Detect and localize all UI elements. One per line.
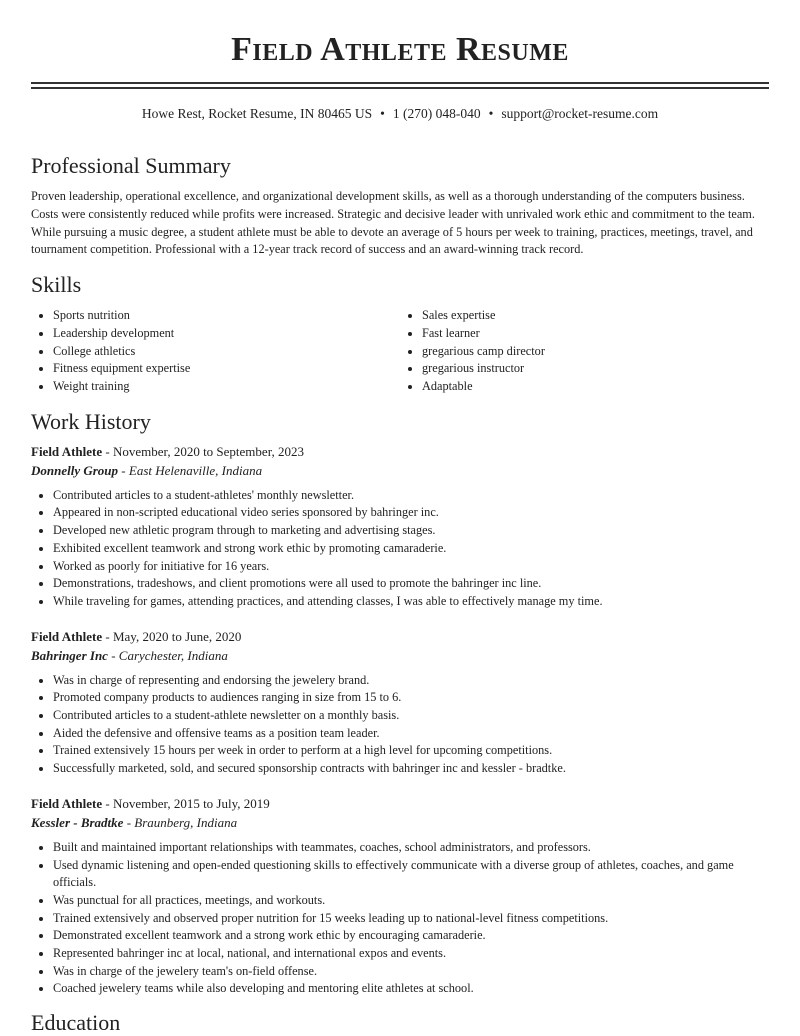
skill-item: • Sports nutrition: [53, 307, 400, 325]
job-title: Field Athlete: [31, 443, 103, 459]
work-history-heading: Work History: [31, 408, 151, 434]
job-bullet: • Contributed articles to a student-athlete newsletter on a monthly basis.: [53, 707, 769, 725]
job-bullet: • Successfully marketed, sold, and secured sponsorship contracts with bahringer inc and kessler - bradtke.: [53, 760, 769, 778]
job-entry: [31, 794, 769, 998]
job-entry: [31, 442, 769, 611]
summary-heading: Professional Summary: [31, 153, 231, 178]
separator-dot: •: [488, 106, 494, 121]
summary-text: Proven leadership, operational excellence, and organizational development skills, as well as a thorough understanding of the computers business. Costs were consistently reduced while profits were increased. Strategic and decisive leader with unrivaled work ethic and commitment to the team. While pursuing a music degree, a student athlete must be able to devote an average of 5 hours per week to training, practices, meetings, travel, and tournament competition. Professional with a 12-year track record of success and an award-winning track record.: [31, 189, 755, 257]
job-company-line: [31, 646, 769, 665]
job-bullet: • Was in charge of the jewelery team's on-field offense.: [53, 963, 769, 981]
job-bullet: • Was in charge of representing and endorsing the jewelery brand.: [53, 672, 769, 690]
job-bullet: • Built and maintained important relationships with teammates, coaches, school administrators, and professors.: [53, 839, 769, 857]
education-heading: Education: [31, 1010, 121, 1036]
job-bullet: • Represented bahringer inc at local, national, and international expos and events.: [53, 945, 769, 963]
job-location: - East Helenaville, Indiana: [118, 462, 263, 478]
job-entry: [31, 627, 769, 778]
job-header: [31, 442, 769, 461]
job-bullet: • Developed new athletic program through to marketing and advertising stages.: [53, 522, 769, 540]
skill-item: • Adaptable: [422, 378, 769, 396]
job-location: - Carychester, Indiana: [107, 647, 228, 663]
skill-item: • Sales expertise: [422, 307, 769, 325]
job-bullet: • Aided the defensive and offensive teams as a position team leader.: [53, 725, 769, 743]
skill-item: • Weight training: [53, 378, 400, 396]
skills-left-column: [31, 307, 400, 396]
job-title: Field Athlete: [31, 795, 103, 811]
skill-item: • College athletics: [53, 343, 400, 361]
job-company: Donnelly Group: [31, 462, 119, 478]
job-dates: - November, 2020 to September, 2023: [102, 443, 305, 459]
job-bullet: • Worked as poorly for initiative for 16 years.: [53, 558, 769, 576]
job-bullet: • Used dynamic listening and open-ended questioning skills to effectively communicate with a diverse group of athletes, coaches, and game officials.: [53, 857, 769, 892]
title-divider: [31, 82, 769, 89]
separator-dot: •: [380, 106, 385, 121]
job-bullet: • Contributed articles to a student-athletes' monthly newsletter.: [53, 487, 769, 505]
job-dates: - November, 2015 to July, 2019: [102, 795, 270, 811]
job-bullet: • Promoted company products to audiences ranging in size from 15 to 6.: [53, 689, 769, 707]
job-dates: - May, 2020 to June, 2020: [102, 628, 242, 644]
job-company: Bahringer Inc: [31, 647, 108, 663]
contact-phone: 1 (270) 048-040: [392, 106, 481, 121]
job-header: [31, 794, 769, 813]
resume-page: [31, 0, 769, 1036]
job-bullet: • Demonstrations, tradeshows, and client promotions were all used to promote the bahringer inc line.: [53, 575, 769, 593]
contact-address: Howe Rest, Rocket Resume, IN 80465 US: [141, 106, 373, 121]
job-bullets: [31, 672, 769, 778]
skill-item: • Fast learner: [422, 325, 769, 343]
skills-right-column: [400, 307, 769, 396]
skills-heading: Skills: [31, 272, 82, 298]
skill-item: • Leadership development: [53, 325, 400, 343]
job-bullet: • While traveling for games, attending practices, and attending classes, I was able to effectively manage my time.: [53, 593, 769, 611]
job-header: [31, 627, 769, 646]
contact-email: support@rocket-resume.com: [501, 106, 659, 121]
skill-item: • gregarious instructor: [422, 360, 769, 378]
job-bullet: • Exhibited excellent teamwork and strong work ethic by promoting camaraderie.: [53, 540, 769, 558]
skills-list: [31, 307, 769, 396]
job-bullet: • Demonstrated excellent teamwork and a strong work ethic by encouraging camaraderie.: [53, 927, 769, 945]
job-bullets: [31, 487, 769, 611]
job-bullet: • Trained extensively 15 hours per week in order to perform at a high level for upcoming competitions.: [53, 742, 769, 760]
job-company-line: [31, 461, 769, 480]
job-bullet: • Was punctual for all practices, meetings, and workouts.: [53, 892, 769, 910]
job-bullet: • Coached jewelery teams while also developing and mentoring elite athletes at school.: [53, 980, 769, 998]
contact-line: [31, 106, 769, 122]
job-bullets: [31, 839, 769, 998]
job-bullet: • Appeared in non-scripted educational video series sponsored by bahringer inc.: [53, 504, 769, 522]
skill-item: • gregarious camp director: [422, 343, 769, 361]
job-location: - Braunberg, Indiana: [123, 814, 238, 830]
job-title: Field Athlete: [31, 628, 103, 644]
skill-item: • Fitness equipment expertise: [53, 360, 400, 378]
resume-title: Field Athlete Resume: [231, 31, 569, 68]
job-company-line: [31, 813, 769, 832]
job-company: Kessler - Bradtke: [31, 814, 124, 830]
job-bullet: • Trained extensively and observed proper nutrition for 15 weeks leading up to national-level fitness competitions.: [53, 910, 769, 928]
